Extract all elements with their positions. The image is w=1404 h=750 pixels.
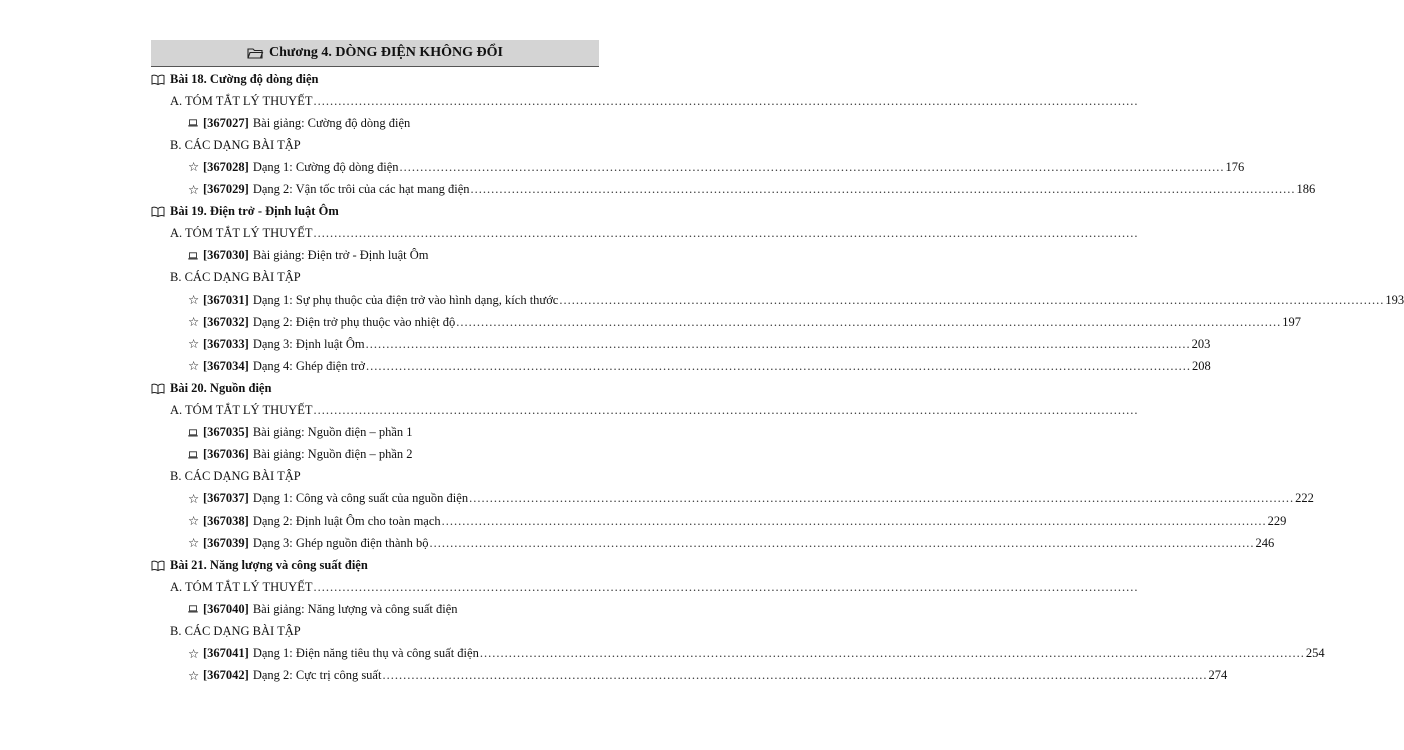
item-title: Dạng 1: Cường độ dòng điện [252,159,399,174]
section-label: B. CÁC DẠNG BÀI TẬP [170,469,301,484]
item-title: Bài giảng: Năng lượng và công suất điện [252,601,458,616]
theory-section[interactable] [170,577,1139,597]
exercise-item[interactable] [188,290,1404,310]
star-icon: ☆ [188,668,200,683]
section-label: B. CÁC DẠNG BÀI TẬP [170,137,301,152]
lecture-item[interactable] [188,246,429,266]
book-icon [151,560,165,571]
item-title: Bài giảng: Điện trở - Định luật Ôm [252,248,429,263]
star-icon: ☆ [188,160,200,175]
theory-section[interactable] [170,401,1139,421]
leader-dots: ........................................................................................................................................................................................................ [469,491,1295,506]
item-code: [367038] [203,513,249,528]
item-code: [367027] [203,115,249,130]
page-number: 229 [1267,513,1287,528]
exercise-item[interactable] [188,666,1228,686]
laptop-icon [188,252,198,260]
item-code: [367030] [203,248,249,263]
item-title: Bài giảng: Nguồn điện – phần 2 [252,447,413,462]
page-number: 208 [1191,358,1211,373]
item-code: [367029] [203,182,249,196]
exercise-item[interactable] [188,489,1314,509]
leader-dots: ........................................................................................................................................................................................................ [365,336,1191,351]
lesson-title: Bài 19. Điện trở - Định luật Ôm [170,204,339,219]
leader-dots: ........................................................................................................................................................................................................ [365,358,1191,373]
section-label: B. CÁC DẠNG BÀI TẬP [170,270,301,285]
chapter-title: Chương 4. DÒNG ĐIỆN KHÔNG ĐỔI [269,45,503,60]
leader-dots: ........................................................................................................................................................................................................ [313,403,1139,417]
item-code: [367040] [203,601,249,616]
leader-dots: ........................................................................................................................................................................................................ [399,159,1225,174]
leader-dots: ........................................................................................................................................................................................................ [382,668,1208,683]
item-title: Dạng 2: Định luật Ôm cho toàn mạch [252,513,441,528]
item-code: [367028] [203,159,249,174]
item-code: [367031] [203,292,249,307]
book-icon [151,206,165,217]
item-code: [367036] [203,447,249,462]
exercise-section [170,622,301,642]
laptop-icon [188,451,198,459]
page-number: 203 [1191,336,1211,351]
lesson-title: Bài 18. Cường độ dòng điện [170,71,319,86]
leader-dots: ........................................................................................................................................................................................................ [313,226,1139,241]
item-title: Dạng 1: Điện năng tiêu thụ và công suất điện [252,646,479,661]
leader-dots: ........................................................................................................................................................................................................ [313,93,1139,108]
laptop-icon [188,429,198,437]
item-code: [367034] [203,358,249,373]
star-icon: ☆ [188,315,200,330]
exercise-section [170,467,301,487]
page-number: 274 [1208,668,1228,683]
lesson-title: Bài 21. Năng lượng và công suất điện [170,557,368,572]
exercise-item[interactable] [188,511,1287,531]
leader-dots: ........................................................................................................................................................................................................ [479,646,1305,661]
item-code: [367037] [203,491,249,506]
exercise-item[interactable] [188,180,1316,200]
page-number: 254 [1305,646,1325,661]
item-title: Dạng 2: Vận tốc trôi của các hạt mang điện [252,182,470,196]
item-title: Dạng 2: Cực trị công suất [252,668,382,683]
lecture-item[interactable] [188,599,458,619]
lecture-item[interactable] [188,445,413,465]
star-icon: ☆ [188,646,200,661]
laptop-icon [188,119,198,127]
lesson-heading[interactable] [151,202,339,222]
theory-section[interactable] [170,91,1139,111]
star-icon: ☆ [188,182,200,197]
star-icon: ☆ [188,337,200,352]
item-title: Dạng 3: Ghép nguồn điện thành bộ [252,535,429,550]
folder-icon [247,47,263,59]
section-label: B. CÁC DẠNG BÀI TẬP [170,624,301,638]
item-title: Bài giảng: Nguồn điện – phần 1 [252,425,413,440]
item-code: [367033] [203,336,249,351]
page-number: 197 [1282,314,1301,329]
leader-dots: ........................................................................................................................................................................................................ [429,535,1255,550]
page-number: 186 [1296,182,1316,196]
exercise-item[interactable] [188,644,1325,664]
leader-dots: ........................................................................................................................................................................................................ [456,314,1282,329]
page-number: 176 [1225,159,1245,174]
exercise-section [170,135,301,155]
item-code: [367042] [203,668,249,683]
lesson-heading[interactable] [151,555,368,575]
item-title: Dạng 4: Ghép điện trở [252,358,365,373]
section-label: A. TÓM TẮT LÝ THUYẾT [170,226,313,241]
leader-dots: ........................................................................................................................................................................................................ [313,579,1139,594]
lesson-title: Bài 20. Nguồn điện [170,380,272,395]
star-icon: ☆ [188,293,200,307]
theory-section[interactable] [170,224,1139,244]
star-icon: ☆ [188,514,200,528]
book-icon [151,74,165,85]
item-title: Dạng 3: Định luật Ôm [252,336,365,351]
lesson-heading[interactable] [151,378,271,398]
exercise-section [170,268,301,288]
exercise-item[interactable] [188,157,1245,177]
leader-dots: ........................................................................................................................................................................................................ [559,292,1385,307]
star-icon: ☆ [188,536,200,551]
lecture-item[interactable] [188,423,413,443]
exercise-item[interactable] [188,533,1275,553]
page-number: 246 [1255,535,1275,550]
lecture-item[interactable] [188,113,410,133]
page-number: 222 [1295,491,1314,506]
star-icon: ☆ [188,359,200,374]
item-title: Dạng 2: Điện trở phụ thuộc vào nhiệt độ [252,314,456,329]
item-title: Dạng 1: Công và công suất của nguồn điện [252,491,469,506]
item-code: [367039] [203,535,249,550]
star-icon: ☆ [188,491,200,506]
item-title: Dạng 1: Sự phụ thuộc của điện trở vào hình dạng, kích thước [252,292,559,307]
section-label: A. TÓM TẮT LÝ THUYẾT [170,403,313,417]
chapter-header [151,40,599,67]
section-label: A. TÓM TẮT LÝ THUYẾT [170,93,313,108]
leader-dots: ........................................................................................................................................................................................................ [470,182,1296,196]
exercise-item[interactable] [188,334,1211,354]
exercise-item[interactable] [188,312,1301,332]
item-code: [367035] [203,425,249,440]
laptop-icon [188,605,198,613]
leader-dots: ........................................................................................................................................................................................................ [441,513,1267,528]
book-icon [151,383,165,394]
item-code: [367041] [203,646,249,661]
exercise-item[interactable] [188,356,1211,376]
lesson-heading[interactable] [151,69,319,89]
page-number: 193 [1385,292,1404,307]
item-title: Bài giảng: Cường độ dòng điện [252,115,411,130]
section-label: A. TÓM TẮT LÝ THUYẾT [170,579,313,594]
item-code: [367032] [203,314,249,329]
